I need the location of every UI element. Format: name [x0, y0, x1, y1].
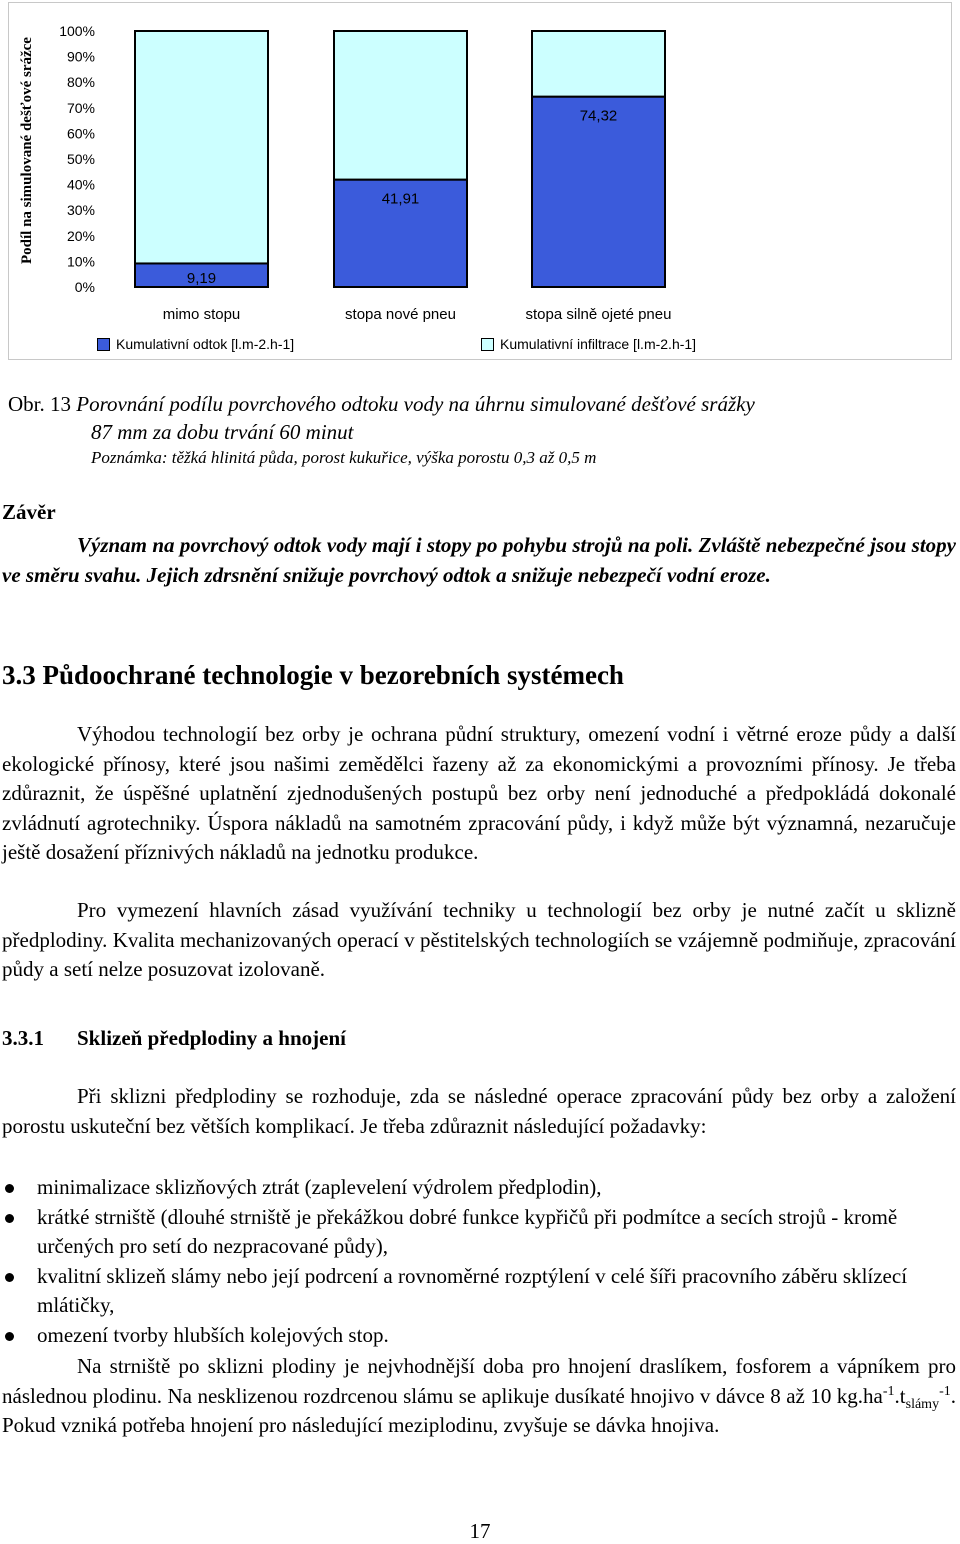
- list-item: minimalizace sklizňových ztrát (zaplevelení výdrolem předplodin),: [2, 1173, 956, 1203]
- data-label: 74,32: [579, 107, 618, 125]
- page-number: 17: [469, 1519, 491, 1543]
- y-tick-label: 60%: [66, 125, 95, 142]
- y-tick-label: 50%: [66, 151, 95, 167]
- figure-number: Obr. 13: [8, 392, 71, 416]
- legend-label-odtok: Kumulativní odtok [l.m-2.h-1]: [116, 336, 295, 352]
- x-category-label: mimo stopu: [162, 306, 241, 323]
- conclusion-heading: Závěr: [2, 500, 56, 524]
- section-title: Sklizeň předplodiny a hnojení: [77, 1026, 346, 1050]
- data-label: 41,91: [381, 190, 420, 208]
- conclusion-text: [2, 530, 956, 590]
- bar-odtok: [532, 97, 665, 287]
- section-number: 3.3.1: [2, 1026, 44, 1050]
- legend-label-infiltrace: Kumulativní infiltrace [l.m-2.h-1]: [500, 336, 697, 352]
- y-tick-label: 100%: [59, 23, 95, 39]
- paragraph-fertilization: [2, 1352, 956, 1441]
- x-category-label: stopa silně ojeté pneu: [525, 306, 672, 323]
- y-tick-label: 30%: [66, 202, 95, 219]
- y-tick-label: 40%: [66, 176, 95, 193]
- figure-caption: [8, 390, 958, 470]
- paragraph-text: Výhodou technologií bez orby je ochrana půdní struktury, omezení vodní i větrné eroze půdy a další ekologické přínosy, které jsou našimi zemědělci řazeny až za ekonomickými a provozními přínosy. Je třeba zdůraznit, že úspěšné uplatnění zjednodušených postupů bez orby není jednoduché a předpokládá dokonalé zvládnutí agrotechniky. Úspora nákladů na samotném zpracování půdy, i když může být významná, nezaručuje ještě dosažení příznivých nákladů na jednotku produkce.: [2, 722, 956, 864]
- text-run: . Pokud vzniká potřeba hnojení pro následující meziplodinu, zvyšuje se dávka hnojiva.: [2, 1383, 956, 1437]
- paragraph-text: Pro vymezení hlavních zásad využívání techniky u technologií bez orby je nutné začít u sklizně předplodiny. Kvalita mechanizovaných operací v pěstitelských technologiích se vzájemně podmiňuje, zpracování půdy a setí nelze posuzovat izolovaně.: [2, 898, 956, 981]
- paragraph-text: [2, 1352, 956, 1441]
- y-tick-label: 70%: [66, 99, 95, 116]
- section-heading-3-3: 3.3 Půdoochrané technologie v bezorebních systémech: [2, 660, 624, 690]
- chart-frame: [8, 2, 952, 360]
- y-tick-label: 20%: [66, 227, 95, 244]
- x-category-label: stopa nové pneu: [345, 306, 456, 323]
- legend-swatch-odtok: [97, 338, 110, 351]
- legend-item-infiltrace: [481, 336, 696, 352]
- legend-swatch-infiltrace: [481, 338, 494, 351]
- paragraph-3-3-2: [2, 896, 956, 985]
- y-axis-label: Podíl na simulované dešťové srážce: [19, 37, 35, 265]
- legend-item-odtok: [97, 336, 294, 352]
- y-tick-label: 10%: [66, 253, 95, 270]
- superscript: -1: [939, 1383, 951, 1399]
- conclusion-paragraph: Význam na povrchový odtok vody mají i stopy po pohybu strojů na poli. Zvláště nebezpečné jsou stopy ve směru svahu. Jejich zdrsnění snižuje povrchový odtok a snižuje nebezpečí vodní eroze.: [2, 533, 956, 587]
- bar-infiltrace: [532, 31, 665, 97]
- bar-infiltrace: [135, 31, 268, 263]
- paragraph-text: Při sklizni předplodiny se rozhoduje, zda se následné operace zpracování půdy bez orby a založení porostu uskuteční bez větších komplikací. Je třeba zdůraznit následující požadavky:: [2, 1084, 956, 1138]
- y-tick-label: 0%: [74, 279, 95, 295]
- data-label: 9,19: [186, 270, 217, 287]
- paragraph-3-3-1: [2, 720, 956, 868]
- caption-note: Poznámka: těžká hlinitá půda, porost kukuřice, výška porostu 0,3 až 0,5 m: [91, 448, 597, 467]
- caption-line-2: 87 mm za dobu trvání 60 minut: [91, 420, 354, 444]
- text-run: Na strniště po sklizni plodiny je nejvhodnější doba pro hnojení draslíkem, fosforem a vápníkem pro následnou plodinu. Na nesklizenou rozdrcenou slámu se aplikuje dusíkaté hnojivo v dávce 8 až 10 kg.ha: [2, 1354, 956, 1408]
- y-tick-label: 90%: [66, 48, 95, 65]
- bar-infiltrace: [334, 31, 467, 180]
- section-heading-3-3-1: [2, 1026, 346, 1051]
- caption-line-1: Porovnání podílu povrchového odtoku vody na úhrnu simulované dešťové srážky: [76, 392, 755, 416]
- text-run: .t: [894, 1383, 906, 1408]
- list-item: omezení tvorby hlubších kolejových stop.: [2, 1321, 956, 1351]
- list-item: krátké strniště (dlouhé strniště je překážkou dobré funkce kypřičů při podmítce a secích strojů - kromě určených pro setí do nezpracované půdy),: [2, 1203, 956, 1262]
- requirements-list: [2, 1173, 956, 1350]
- superscript: -1: [882, 1383, 895, 1399]
- y-tick-label: 80%: [66, 74, 95, 91]
- paragraph-3-3-1-intro: [2, 1082, 956, 1141]
- subscript: slámy: [905, 1396, 940, 1412]
- stacked-bar-chart: [9, 3, 951, 359]
- list-item: kvalitní sklizeň slámy nebo její podrcení a rovnoměrné rozptýlení v celé šíři pracovního záběru sklízecí mlátičky,: [2, 1262, 956, 1321]
